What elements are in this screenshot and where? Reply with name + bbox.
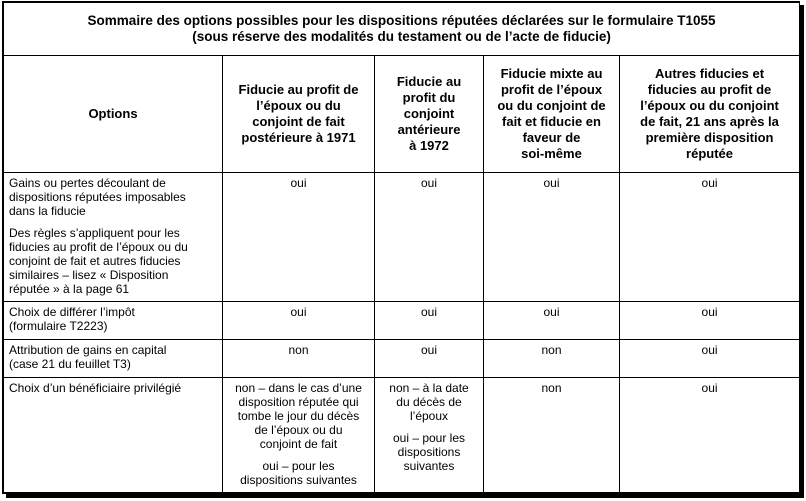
options-summary-table [3,2,800,493]
value-text-line: l’époux [409,409,449,424]
option-text-line: conjoint de fait et autres fiducies [9,254,181,269]
option-text-line: dans la fiducie [9,204,86,219]
header-line: Fiducie au profit de [238,82,359,98]
option-text-line: fiducies au profit de l’époux ou du [9,240,188,255]
value-cell [620,173,800,302]
value-text-line: non – dans le cas d’une [235,381,362,396]
option-text-line: réputée » à la page 61 [9,282,130,297]
value-text-line: dispositions [397,445,461,460]
table-header-row [4,56,800,173]
value-text-line: tombe le jour du décès [237,409,360,424]
option-text-line: Gains ou pertes découlant de [9,176,166,191]
header-options [4,56,223,173]
header-line: conjoint de fait [252,114,345,130]
value-cell [223,378,375,493]
value-cell [484,302,620,340]
header-line: faveur de [522,130,581,146]
block-gap [380,423,478,431]
block-gap [9,218,217,226]
header-joint-alter-ego-trust [484,56,620,173]
header-line: postérieure à 1971 [241,130,356,146]
value-text-line: non [541,343,562,358]
value-cell [223,340,375,378]
value-cell [375,302,484,340]
header-line: antérieure [397,122,461,138]
option-text-line: Choix d’un bénéficiaire privilégié [9,381,182,396]
value-cell [375,173,484,302]
value-text-line: oui [543,305,560,320]
value-text-line: oui [290,176,307,191]
value-text-line: non – à la date [389,381,469,396]
header-line: à 1972 [409,138,449,154]
header-other-trusts-21-years [620,56,800,173]
value-cell [223,302,375,340]
value-text-line: suivantes [403,459,455,474]
header-line: conjoint [403,106,455,122]
value-text-line: non [541,381,562,396]
document-frame [2,1,800,494]
option-text-line: Des règles s’appliquent pour les [9,226,180,241]
header-line: fiducies au profit de [647,82,772,98]
table-row [4,378,800,493]
option-cell [4,378,223,493]
value-text-line: oui [701,176,718,191]
value-text-line: disposition réputée qui [238,395,359,410]
table-row [4,173,800,302]
header-line: première disposition [645,130,774,146]
option-text-line: Attribution de gains en capital [9,343,167,358]
block-gap [228,451,369,459]
value-cell [620,302,800,340]
header-line: soi-même [521,146,582,162]
header-line: Autres fiducies et [654,66,765,82]
value-text-line: oui – pour les [262,459,335,474]
value-text-line: de l’époux ou du [254,423,343,438]
value-text-line: oui [701,305,718,320]
header-post-1971-trust [223,56,375,173]
table-title-line-1: Sommaire des options possibles pour les dispositions réputées déclarées sur le formulaire T1055 [87,13,716,29]
option-cell [4,302,223,340]
header-line: l’époux ou du [256,98,341,114]
option-cell [4,340,223,378]
value-text-line: conjoint de fait [259,437,338,452]
value-cell [484,173,620,302]
value-text-line: oui [701,343,718,358]
value-text-line: oui – pour les [392,431,466,446]
value-text-line: oui [420,305,437,320]
value-text-line: du décès de [396,395,462,410]
value-text-line: oui [543,176,560,191]
header-line: Fiducie au [396,74,462,90]
value-text-line: oui [290,305,307,320]
value-cell [375,340,484,378]
header-line: Options [88,106,138,122]
value-cell [620,340,800,378]
value-text-line: oui [420,343,437,358]
value-cell [375,378,484,493]
value-text-line: oui [420,176,437,191]
option-text-line: dispositions réputées imposables [9,190,186,205]
table-row [4,302,800,340]
header-line: profit du [402,90,456,106]
header-line: profit de l’époux [500,82,603,98]
table-row [4,340,800,378]
header-line: de fait, 21 ans après la [640,114,779,130]
value-cell [484,378,620,493]
header-line: Fiducie mixte au [500,66,603,82]
option-cell [4,173,223,302]
option-text-line: similaires – lisez « Disposition [9,268,169,283]
value-text-line: oui [701,381,718,396]
value-cell [620,378,800,493]
header-line: réputée [686,146,734,162]
value-cell [223,173,375,302]
header-pre-1972-trust [375,56,484,173]
header-line: fait et fiducie en [502,114,601,130]
option-text-line: Choix de différer l’impôt [9,305,135,320]
option-text-line: (formulaire T2223) [9,319,108,334]
option-text-line: (case 21 du feuillet T3) [9,357,131,372]
table-title-line-2: (sous réserve des modalités du testament ou de l’acte de fiducie) [192,29,611,45]
value-text-line: dispositions suivantes [240,473,357,488]
header-line: l’époux ou du conjoint [640,98,779,114]
value-cell [484,340,620,378]
table-title [4,3,800,56]
header-line: ou du conjoint de [497,98,606,114]
value-text-line: non [288,343,309,358]
